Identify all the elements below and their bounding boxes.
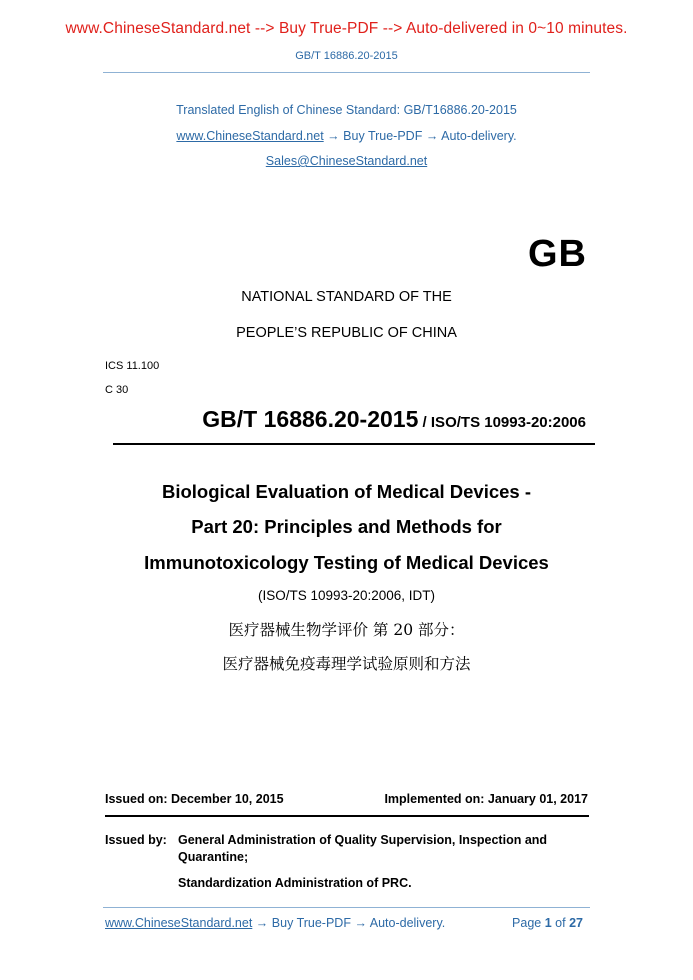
footer-site-link[interactable]: www.ChineseStandard.net xyxy=(105,916,253,930)
of-label: of xyxy=(555,916,566,930)
iso-reference: / ISO/TS 10993-20:2006 xyxy=(418,414,586,431)
title-line3: Immunotoxicology Testing of Medical Devices xyxy=(144,552,549,573)
translation-links xyxy=(0,129,693,143)
page-label: Page xyxy=(512,916,542,930)
chinese-title-line2: 医疗器械免疫毒理学试验原则和方法 xyxy=(222,655,471,673)
title-line1: Biological Evaluation of Medical Devices - xyxy=(161,481,532,502)
translation-line: Translated English of Chinese Standard: GB/T16886.20-2015 xyxy=(176,103,517,117)
current-page: 1 xyxy=(544,916,552,930)
issuer-org1-line1: General Administration of Quality Supervision, Inspection and xyxy=(178,833,548,847)
implemented-date: Implemented on: January 01, 2017 xyxy=(384,792,588,806)
header-standard-code: GB/T 16886.20-2015 xyxy=(295,50,398,62)
footer-divider xyxy=(103,907,590,908)
issuer-org2: Standardization Administration of PRC. xyxy=(178,876,412,890)
footer-links xyxy=(105,916,445,930)
arrow-right-icon: → xyxy=(255,916,269,930)
issued-date: Issued on: December 10, 2015 xyxy=(105,792,284,806)
title-line2: Part 20: Principles and Methods for xyxy=(191,516,502,537)
auto-delivery-text: Auto-delivery. xyxy=(441,129,517,143)
dates-divider xyxy=(105,815,589,817)
arrow-right-icon: → xyxy=(354,916,367,930)
arrow-right-icon: → xyxy=(327,129,340,143)
national-standard-line2: PEOPLE’S REPUBLIC OF CHINA xyxy=(236,325,457,341)
chinese-title-line1: 医疗器械生物学评价 第 20 部分： xyxy=(228,621,465,639)
footer-delivery-text: Auto-delivery. xyxy=(369,916,446,930)
site-link[interactable]: www.ChineseStandard.net xyxy=(176,129,324,143)
ccs-code: C 30 xyxy=(105,384,129,396)
total-pages: 27 xyxy=(569,916,583,930)
promo-banner: www.ChineseStandard.net --> Buy True-PDF --> Auto-delivered in 0~10 minutes. xyxy=(65,20,628,37)
issued-by-label: Issued by: xyxy=(105,833,167,847)
issuer-org1-line2: Quarantine; xyxy=(178,850,249,864)
national-standard-line1: NATIONAL STANDARD OF THE xyxy=(241,289,452,305)
page-number xyxy=(512,916,583,930)
buy-true-pdf-text: Buy True-PDF xyxy=(343,129,423,143)
standard-divider xyxy=(113,443,595,445)
idt-reference: (ISO/TS 10993-20:2006, IDT) xyxy=(257,588,436,603)
gb-standard-number: GB/T 16886.20-2015 xyxy=(202,406,419,432)
ics-code: ICS 11.100 xyxy=(105,360,160,372)
footer-buy-text: Buy True-PDF xyxy=(271,916,351,930)
sales-email-link[interactable]: Sales@ChineseStandard.net xyxy=(265,154,428,168)
header-divider xyxy=(103,72,590,73)
arrow-right-icon: → xyxy=(425,129,439,143)
gb-logo: GB xyxy=(528,233,587,275)
standard-number xyxy=(202,406,586,433)
